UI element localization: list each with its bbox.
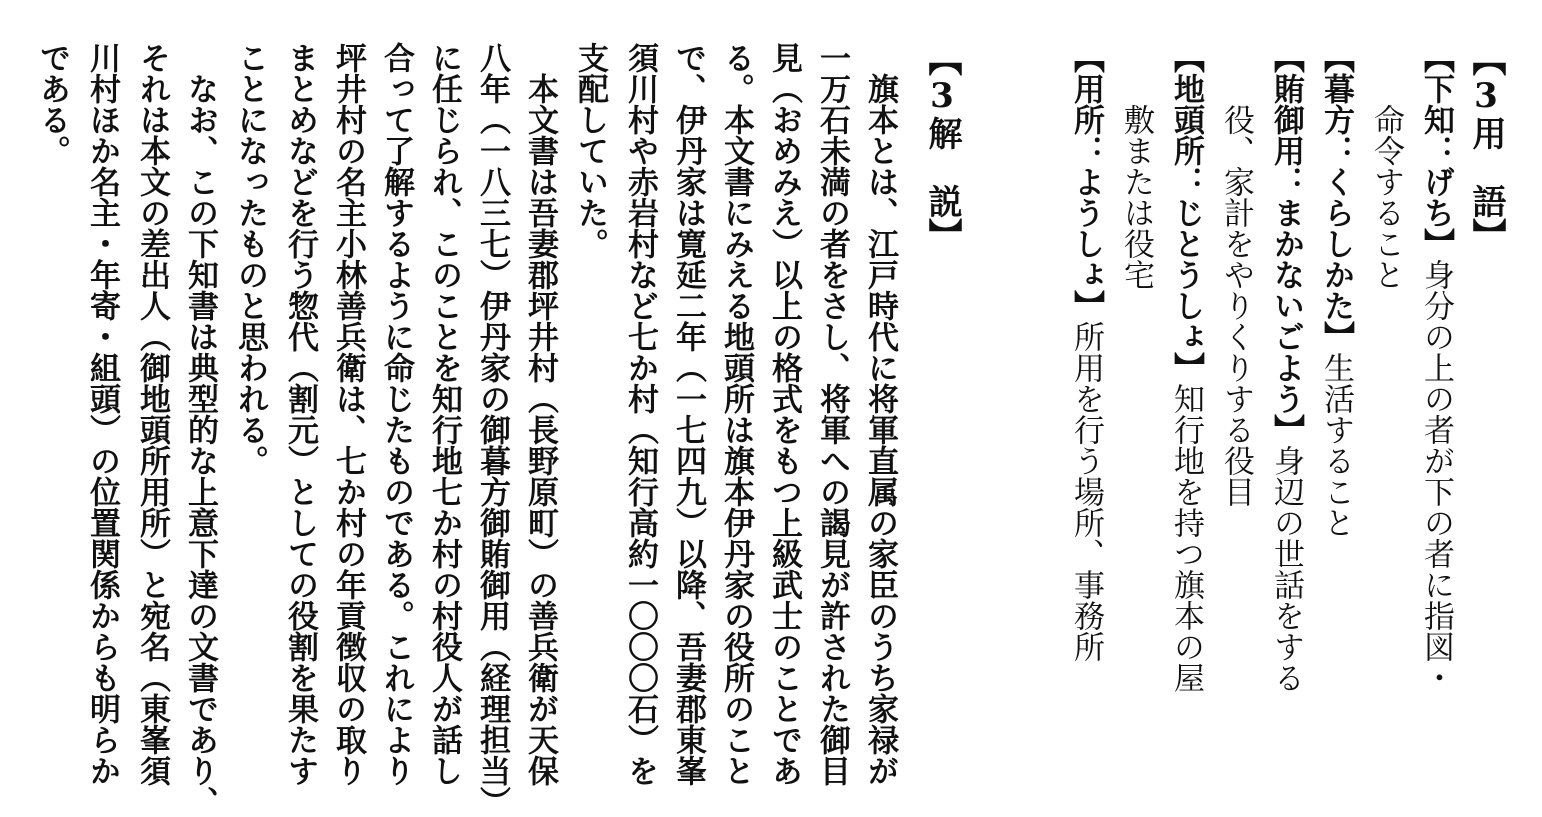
commentary-line: 支配していた。	[572, 42, 608, 259]
commentary-line: 合って了解するように命じたものである。これにより	[378, 42, 414, 786]
commentary-line: 本文書は吾妻郡坪井村（長野原町）の善兵衛が天保	[522, 42, 558, 786]
glossary-definition-continued: 役、家計をやりくりする役目	[1218, 104, 1254, 507]
commentary-heading: 【3解 説】	[922, 42, 962, 252]
commentary-line: 坪井村の名主小林善兵衛は、七か村の年貢徴収の取り	[330, 42, 366, 786]
glossary-definition-continued: 敷または役宅	[1118, 104, 1154, 290]
commentary-line: 八年（一八三七）伊丹家の御暮方御賄御用（経理担当）	[474, 42, 510, 817]
commentary-line: 須川村や赤岩村など七か村（知行高約一〇〇〇石）を	[622, 42, 658, 786]
glossary-definition: 身辺の世話をする	[1268, 445, 1304, 693]
commentary-line: である。	[34, 42, 70, 166]
glossary-term: 【用所：ようしょ】	[1068, 42, 1104, 321]
glossary-entry-geti	[1412, 42, 1460, 693]
glossary-definition: 所用を行う場所、事務所	[1068, 321, 1104, 662]
glossary-entry-makanaigoyou	[1262, 42, 1310, 693]
commentary-line: に任じられ、このことを知行地七か村の村役人が話し	[426, 42, 462, 786]
commentary-line: それは本文の差出人（御地頭所用所）と宛名（東峯須	[134, 42, 170, 786]
glossary-term: 【暮方：くらしかた】	[1318, 42, 1354, 352]
glossary-term: 【下知：げち】	[1418, 42, 1454, 259]
glossary-entry-yousho	[1062, 42, 1110, 662]
commentary-line: 旗本とは、江戸時代に将軍直属の家臣のうち家禄が	[862, 42, 898, 786]
glossary-definition: 身分の上の者が下の者に指図・	[1418, 259, 1454, 693]
glossary-term: 【賄御用：まかないごよう】	[1268, 42, 1304, 445]
commentary-line: なお、この下知書は典型的な上意下達の文書であり、	[182, 42, 218, 817]
commentary-line: ことになったものと思われる。	[232, 42, 268, 476]
glossary-definition: 生活すること	[1318, 352, 1354, 538]
commentary-line: で、伊丹家は寛延二年（一七四九）以降、吾妻郡東峯	[670, 42, 706, 786]
glossary-entry-kurashikata	[1312, 42, 1360, 538]
glossary-term: 【地頭所：じとうしょ】	[1168, 42, 1204, 383]
glossary-entry-jitousho	[1162, 42, 1210, 693]
glossary-definition-continued: 命令すること	[1368, 104, 1404, 290]
commentary-line: まとめなどを行う惣代（割元）としての役割を果たす	[282, 42, 318, 786]
commentary-line: 見（おめみえ）以上の格式をもつ上級武士のことであ	[766, 42, 802, 786]
glossary-definition: 知行地を持つ旗本の屋	[1168, 383, 1204, 693]
commentary-line: 川村ほか名主・年寄・組頭）の位置関係からも明らか	[84, 42, 120, 786]
commentary-line: る。本文書にみえる地頭所は旗本伊丹家の役所のこと	[718, 42, 754, 786]
commentary-line: 一万石未満の者をさし、将軍への謁見が許された御目	[814, 42, 850, 786]
glossary-heading: 【3用 語】	[1466, 42, 1506, 252]
